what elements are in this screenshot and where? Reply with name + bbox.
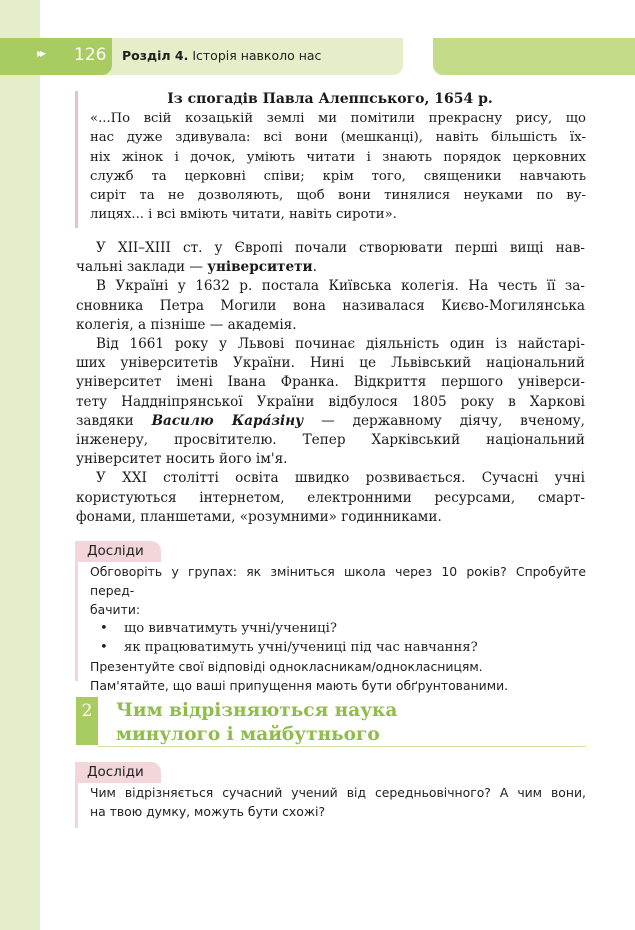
- bullet-text: як працюватимуть учні/учениці під час навчання?: [124, 640, 478, 655]
- paragraph-line: сновника Петра Могили вона називалася Києво-Могилянська: [76, 297, 585, 314]
- chapter-name: Історія навколо нас: [188, 48, 322, 63]
- paragraph-line: В Україні у 1632 р. постала Київська колегія. На честь її за-: [96, 278, 585, 295]
- term-universities: університети: [207, 259, 313, 276]
- paragraph-line: користуються інтернетом, електронними ресурсами, смарт-: [76, 489, 585, 506]
- quote-line: нас дуже здивувала: всі вони (мешканці), навіть більшість їх-: [90, 130, 586, 146]
- explore-line: на твою думку, можуть бути схожі?: [90, 804, 326, 819]
- quote-line: служб та церковні співи; крім того, священики навчають: [90, 168, 586, 184]
- section-divider: [98, 746, 586, 747]
- paragraph-line: Від 1661 року у Львові починає діяльність один із найстарі-: [96, 336, 585, 353]
- text-run: завдяки: [76, 412, 152, 429]
- paragraph-line: [76, 412, 585, 431]
- section-heading-line: минулого і майбутнього: [116, 724, 380, 745]
- bullet-item: [90, 638, 586, 657]
- explore-box: [75, 562, 586, 693]
- paragraph-line: університет імені Івана Франка. Відкриття першого універси-: [76, 374, 585, 391]
- quote-line: «...По всій козацькій землі ми помітили прекрасну рису, що: [90, 111, 586, 126]
- explore-label: Досліди: [75, 762, 161, 783]
- explore-line: Презентуйте свої відповіді однокласникам/однокласницям.: [90, 659, 483, 674]
- explore-line: Пам'ятайте, що ваші припущення мають бути обґрунтованими.: [90, 678, 509, 693]
- paragraph-line: У XII–XIII ст. у Європі почали створювати перші вищі нав-: [96, 240, 585, 256]
- explore-line: Чим відрізняється сучасний учений від середньовічного? А чим вони,: [90, 785, 586, 800]
- paragraph-line: інженеру, просвітителю. Тепер Харківський національний: [76, 432, 585, 449]
- quote-heading: Із спогадів Павла Алеппського, 1654 р.: [167, 91, 493, 107]
- quote-body: [90, 109, 586, 225]
- explore-line: Обговоріть у групах: як зміниться школа через 10 років? Спробуйте перед-: [90, 564, 586, 598]
- chapter-title: [122, 48, 321, 63]
- paragraph-line: тету Наддніпрянської України відбулося 1805 року в Харкові: [76, 393, 585, 410]
- paragraph-line: [76, 258, 585, 277]
- paragraph-line: У XXI столітті освіта швидко розвивається. Сучасні учні: [96, 470, 585, 487]
- person-karazin: Василю Кара́зіну: [151, 412, 304, 429]
- explore-box: [75, 783, 586, 828]
- paragraph-line: ших університетів України. Нині це Львівський національний: [76, 355, 585, 372]
- main-text: [76, 239, 585, 527]
- explore-line: бачити:: [90, 602, 141, 617]
- quote-line: лицях... і всі вміють читати, навіть сироти».: [90, 207, 397, 223]
- section-heading-line: Чим відрізняються наука: [116, 700, 398, 721]
- paragraph-line: університет носить його ім'я.: [76, 451, 288, 468]
- section-heading: [116, 699, 536, 747]
- header-right-block: [433, 38, 635, 75]
- paragraph-line: колегія, а пізніше — академія.: [76, 316, 297, 333]
- left-margin-band: [0, 0, 40, 930]
- chapter-label: Розділ 4.: [122, 48, 189, 63]
- bullet-text: що вивчатимуть учні/учениці?: [124, 621, 337, 636]
- text-run: чальні заклади —: [76, 259, 208, 276]
- paragraph-line: фонами, планшетами, «розумними» годинниками.: [76, 508, 442, 525]
- text-run: — державному діячу, вченому,: [303, 412, 585, 429]
- bullet-icon: •: [100, 640, 108, 655]
- text-run: .: [312, 259, 317, 276]
- double-arrow-icon: ▸▸: [37, 46, 44, 60]
- quote-line: сиріт та не дозволяють, щоб вони тинялися неуками по ву-: [90, 188, 586, 204]
- page-number: 126: [74, 45, 107, 65]
- section-number: 2: [76, 697, 98, 745]
- explore-label: Досліди: [75, 541, 161, 562]
- quote-line: ніх жінок і дочок, уміють читати і знають порядок церковних: [90, 149, 586, 165]
- quote-accent-bar: [75, 91, 78, 228]
- bullet-icon: •: [100, 621, 108, 636]
- bullet-item: [90, 619, 586, 638]
